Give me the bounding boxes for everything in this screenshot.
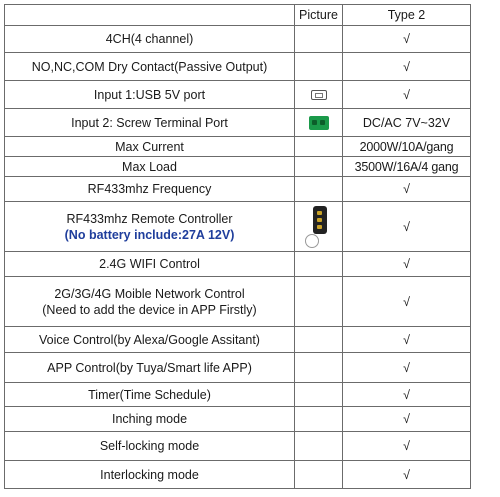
- feature-note: (No battery include:27A 12V): [64, 227, 235, 242]
- type-cell: √: [343, 252, 471, 277]
- feature-cell: [5, 202, 295, 252]
- type-cell: √: [343, 432, 471, 461]
- table-row: [5, 137, 471, 157]
- feature-cell: NO,NC,COM Dry Contact(Passive Output): [5, 53, 295, 81]
- table-row: [5, 407, 471, 432]
- feature-cell: Max Current: [5, 137, 295, 157]
- picture-cell: [295, 109, 343, 137]
- picture-cell: [295, 53, 343, 81]
- type-cell: √: [343, 327, 471, 353]
- feature-cell: Interlocking mode: [5, 461, 295, 489]
- feature-cell: Timer(Time Schedule): [5, 383, 295, 407]
- picture-cell: [295, 383, 343, 407]
- picture-cell: [295, 202, 343, 252]
- feature-cell: Input 2: Screw Terminal Port: [5, 109, 295, 137]
- remote-body: [313, 206, 327, 234]
- picture-cell: [295, 353, 343, 383]
- table-row: [5, 353, 471, 383]
- picture-cell: [295, 432, 343, 461]
- feature-cell: APP Control(by Tuya/Smart life APP): [5, 353, 295, 383]
- table-row: [5, 53, 471, 81]
- type-cell: √: [343, 407, 471, 432]
- type-cell: √: [343, 353, 471, 383]
- table-row: [5, 81, 471, 109]
- feature-cell: Input 1:USB 5V port: [5, 81, 295, 109]
- type-cell: √: [343, 202, 471, 252]
- table-row: [5, 461, 471, 489]
- picture-cell: [295, 277, 343, 327]
- type-cell: √: [343, 461, 471, 489]
- picture-cell: [295, 327, 343, 353]
- feature-cell: RF433mhz Frequency: [5, 177, 295, 202]
- table-row: [5, 327, 471, 353]
- feature-cell: 2.4G WIFI Control: [5, 252, 295, 277]
- terminal-block-icon: [309, 116, 329, 130]
- remote-button: [317, 218, 322, 222]
- table-row: [5, 177, 471, 202]
- table-row: [5, 277, 471, 327]
- picture-cell: [295, 81, 343, 109]
- picture-cell: [295, 407, 343, 432]
- feature-cell: [5, 277, 295, 327]
- remote-button: [317, 225, 322, 229]
- usb-port-icon: [311, 90, 327, 100]
- feature-note: (Need to add the device in APP Firstly): [42, 302, 257, 317]
- type-cell: 3500W/16A/4 gang: [343, 157, 471, 177]
- type-cell: √: [343, 53, 471, 81]
- feature-cell: Self-locking mode: [5, 432, 295, 461]
- feature-text: RF433mhz Remote Controller: [66, 211, 233, 226]
- table-row: [5, 109, 471, 137]
- feature-text: 2G/3G/4G Moible Network Control: [54, 286, 245, 301]
- table-row: [5, 383, 471, 407]
- table-row: [5, 157, 471, 177]
- picture-cell: [295, 157, 343, 177]
- type-cell: 2000W/10A/gang: [343, 137, 471, 157]
- picture-cell: [295, 252, 343, 277]
- feature-cell: Inching mode: [5, 407, 295, 432]
- type-cell: DC/AC 7V~32V: [343, 109, 471, 137]
- spec-table: [4, 4, 471, 489]
- table-row: [5, 26, 471, 53]
- feature-cell: Voice Control(by Alexa/Google Assitant): [5, 327, 295, 353]
- header-feature: [5, 5, 295, 26]
- picture-cell: [295, 461, 343, 489]
- header-type: Type 2: [343, 5, 471, 26]
- table-row: [5, 252, 471, 277]
- picture-cell: [295, 26, 343, 53]
- type-cell: √: [343, 277, 471, 327]
- type-cell: √: [343, 26, 471, 53]
- picture-cell: [295, 177, 343, 202]
- type-cell: √: [343, 383, 471, 407]
- remote-button: [317, 211, 322, 215]
- type-cell: √: [343, 177, 471, 202]
- picture-cell: [295, 137, 343, 157]
- feature-cell: Max Load: [5, 157, 295, 177]
- remote-controller-icon: [304, 206, 334, 248]
- key-ring: [305, 234, 319, 248]
- header-picture: Picture: [295, 5, 343, 26]
- table-row: [5, 432, 471, 461]
- header-row: [5, 5, 471, 26]
- feature-cell: 4CH(4 channel): [5, 26, 295, 53]
- type-cell: √: [343, 81, 471, 109]
- table-row: [5, 202, 471, 252]
